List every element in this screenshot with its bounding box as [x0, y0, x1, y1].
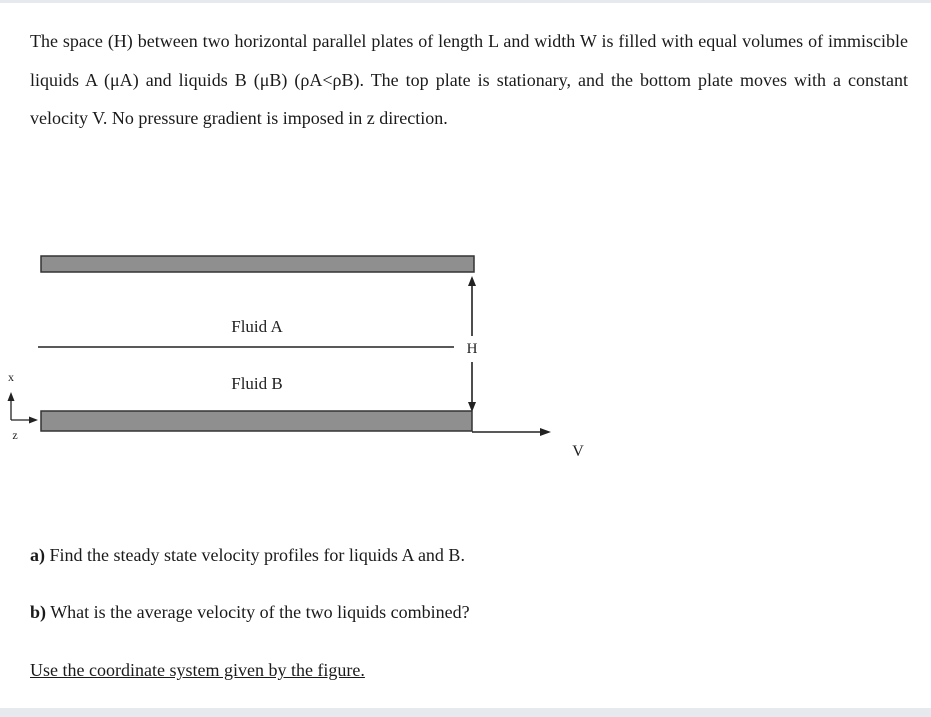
top-border	[0, 0, 931, 3]
fluid-b-label: Fluid B	[231, 374, 283, 393]
fluid-a-label: Fluid A	[231, 317, 283, 336]
parallel-plates-diagram	[0, 240, 931, 480]
velocity-label: V	[572, 443, 584, 460]
gap-label: H	[466, 341, 478, 357]
problem-statement: The space (H) between two horizontal parallel plates of length L and width W is filled with equal volumes of immiscible liquids A (μA) and liquids B (μB) (ρA<ρB). The top plate is stationary, and the bottom plate moves with a constant velocity V. No pressure gradient is imposed in z direction.	[30, 31, 908, 128]
question-a	[30, 545, 465, 566]
axis-x-arrow-head	[8, 392, 15, 401]
bottom-border	[0, 708, 931, 717]
question-a-text: Find the steady state velocity profiles for liquids A and B.	[45, 545, 465, 565]
question-b	[30, 602, 470, 623]
axis-z-arrow-head	[29, 417, 38, 424]
question-a-label: a)	[30, 545, 45, 565]
axis-x-label: x	[8, 370, 14, 384]
gap-arrow-up-head	[468, 276, 476, 286]
coordinate-note: Use the coordinate system given by the figure.	[30, 660, 365, 680]
question-b-text: What is the average velocity of the two liquids combined?	[46, 602, 470, 622]
axis-z-label: z	[12, 428, 18, 442]
question-b-label: b)	[30, 602, 47, 622]
velocity-arrow-head	[540, 428, 551, 436]
top-plate	[41, 256, 474, 272]
bottom-plate	[41, 411, 472, 431]
